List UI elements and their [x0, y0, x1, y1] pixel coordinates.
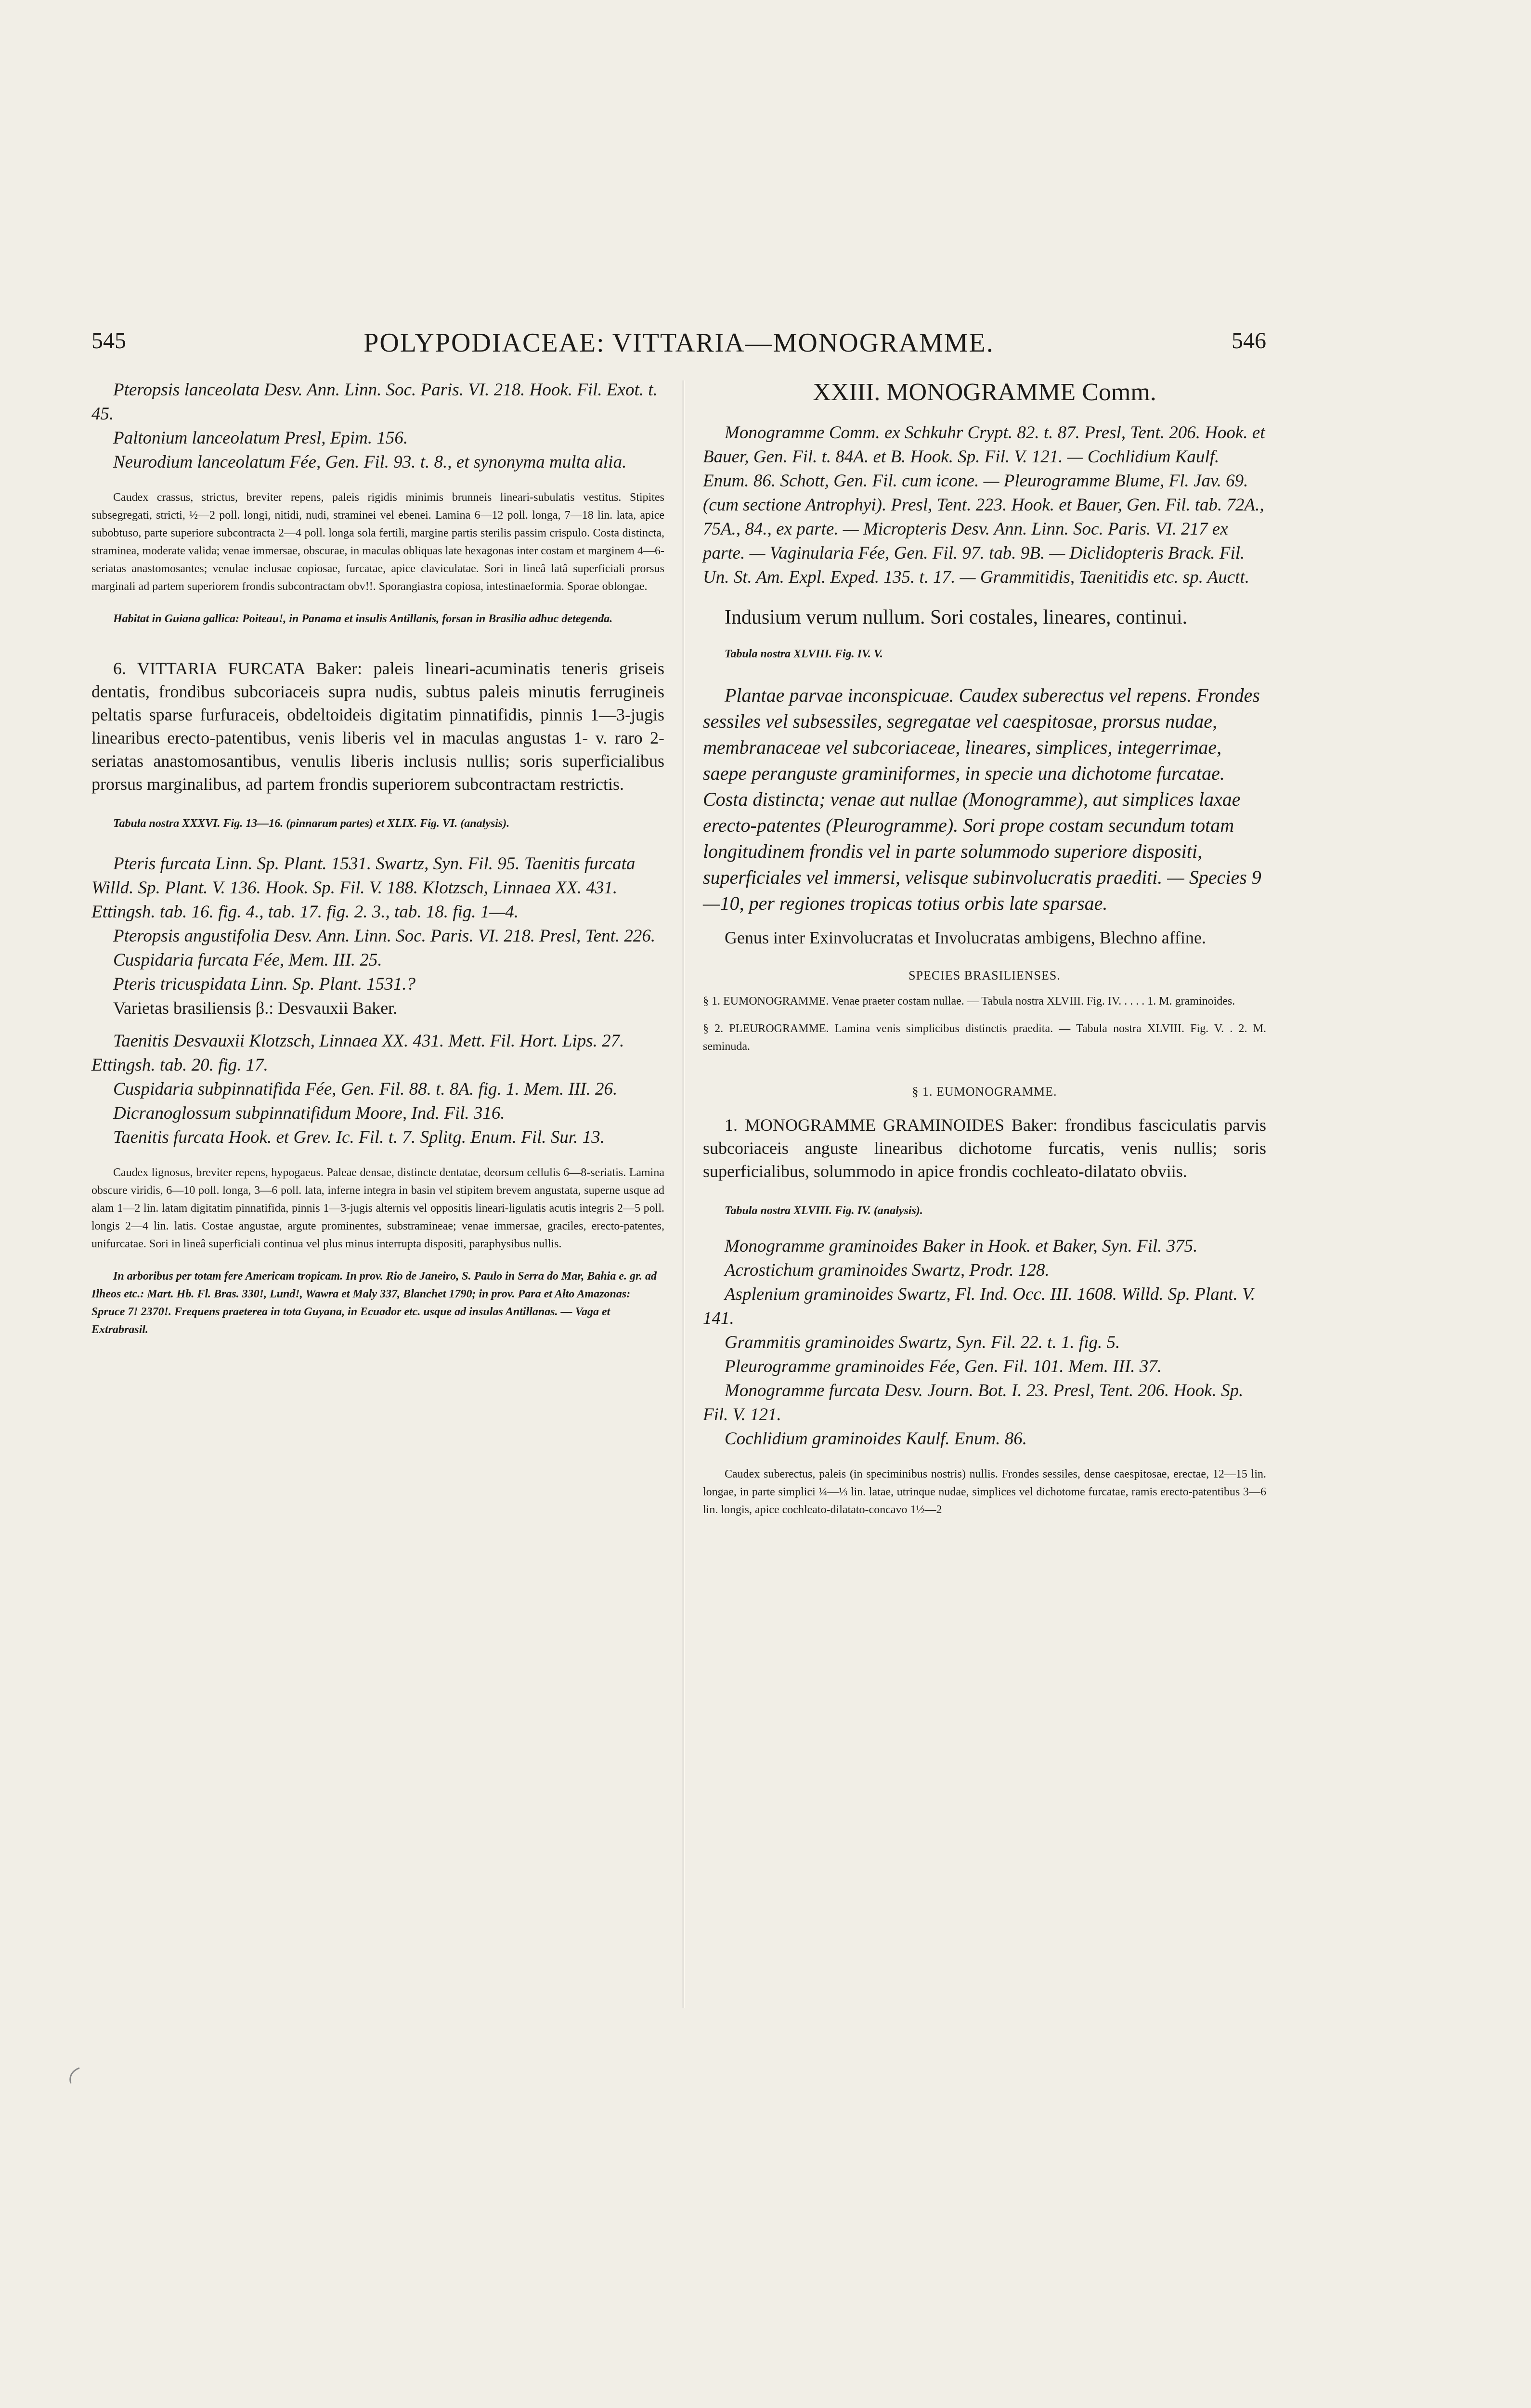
left-column — [91, 378, 664, 1339]
synonym: Cuspidaria subpinnatifida Fée, Gen. Fil. 88. t. 8A. fig. 1. Mem. III. 26. — [113, 1079, 618, 1099]
variety: Varietas brasiliensis β.: Desvauxii Baker. — [113, 998, 398, 1018]
page-header — [91, 327, 1266, 366]
species-heading: SPECIES BRASILIENSES. — [908, 968, 1061, 982]
key-entry: § 2. PLEUROGRAMME. Lamina venis simplicibus distinctis praedita. — Tabula nostra XLVIII. Fig. V. . 2. M. seminuda. — [703, 1022, 1266, 1053]
species-diagnosis: 6. VITTARIA FURCATA Baker: paleis lineari-acuminatis teneris griseis dentatis, frondibus subcoriaceis supra nudis, subtus paleis minutis ferrugineis peltatis sparse furfuraceis, obdeltoideis digitatim pinnatifidis, pinnis 1—3-jugis linearibus erecto-patentibus, venis liberis vel in maculas angustas 1- v. raro 2-seriatas anastomosantibus, venulis liberis inclusis nullis; soris superficialibus prorsus marginalibus, ad partem frondis superiorem subcontractam restrictis. — [91, 659, 664, 794]
synonym: Taenitis furcata Hook. et Grev. Ic. Fil. t. 7. Splitg. Enum. Fil. Sur. 13. — [113, 1127, 605, 1147]
synonym: Pteropsis lanceolata Desv. Ann. Linn. Soc. Paris. VI. 218. Hook. Fil. Exot. t. 45. — [91, 380, 658, 424]
synonym: Monogramme furcata Desv. Journ. Bot. I. 23. Presl, Tent. 206. Hook. Sp. Fil. V. 121. — [703, 1381, 1244, 1425]
genus-synonymy: Monogramme Comm. ex Schkuhr Crypt. 82. t. 87. Presl, Tent. 206. Hook. et Bauer, Gen. Fil. t. 84A. et B. Hook. Sp. Fil. V. 121. — Cochlidium Kaulf. Enum. 86. Schott, Gen. Fil. cum icone. — Pleurogramme Blume, Fl. Jav. 69. (cum sectione Antrophyi). Presl, Tent. 223. Hook. et Bauer, Gen. Fil. tab. 72A., 75A., 84., ex parte. — Micropteris Desv. Ann. Linn. Soc. Paris. VI. 217 ex parte. — Vaginularia Fée, Gen. Fil. 97. tab. 9B. — Diclidopteris Brack. Fil. Un. St. Am. Expl. Exped. 135. t. 17. — Grammitidis, Taenitidis etc. sp. Auctt. — [703, 423, 1265, 587]
indusium-note: Indusium verum nullum. Sori costales, lineares, continui. — [725, 606, 1188, 628]
genus-heading: XXIII. MONOGRAMME Comm. — [813, 379, 1156, 406]
synonym: Monogramme graminoides Baker in Hook. et Baker, Syn. Fil. 375. — [725, 1236, 1198, 1256]
plate-reference: Tabula nostra XLVIII. Fig. IV. (analysis). — [725, 1204, 923, 1217]
synonym: Paltonium lanceolatum Presl, Epim. 156. — [113, 428, 408, 448]
section-heading: § 1. EUMONOGRAMME. — [912, 1085, 1057, 1099]
description: Caudex crassus, strictus, breviter repens, paleis rigidis minimis brunneis lineari-subulatis vestitus. Stipites subsegregati, stricti, ½—2 poll. longi, nitidi, nudi, straminei vel ebenei. Lamina 6—12 poll. longa, 7—18 lin. lata, apice subobtuso, parte superiore subcontracta 2—4 poll. longa sola fertili, margine partis sterilis passim crispulo. Costa distincta, straminea, moderate valida; venae immersae, obscurae, in maculas obliquas late hexagonas inter costam et marginem 4—6-seriatas anastomosantes; venulae inclusae copiosae, furcatae, apice claviculatae. Sori in lineâ latâ superficiali prorsus marginali ad partem superiorem frondis subcontractam obv!!. Sporangiastra copiosa, intestinaeformia. Sporae oblongae. — [91, 491, 664, 593]
page-number-right: 546 — [1232, 328, 1266, 353]
description: Caudex suberectus, paleis (in speciminibus nostris) nullis. Frondes sessiles, dense caespitosae, erectae, 12—15 lin. longae, in parte simplici ¼—⅓ lin. latae, utrinque nudae, simplices vel dichotome furcatae, ramis erecto-patentibus 3—6 lin. longis, apice cochleato-dilatato-concavo 1½—2 — [703, 1468, 1266, 1516]
synonym: Cuspidaria furcata Fée, Mem. III. 25. — [113, 950, 382, 970]
synonym: Pteris furcata Linn. Sp. Plant. 1531. Swartz, Syn. Fil. 95. Taenitis furcata Willd. Sp. Plant. V. 136. Hook. Sp. Fil. V. 188. Klotzsch, Linnaea XX. 431. Ettingsh. tab. 16. fig. 4., tab. 17. fig. 2. 3., tab. 18. fig. 1—4. — [91, 854, 636, 922]
key-entry: § 1. EUMONOGRAMME. Venae praeter costam nullae. — Tabula nostra XLVIII. Fig. IV. . . . . 1. M. graminoides. — [703, 995, 1235, 1008]
habitat: Habitat in Guiana gallica: Poiteau!, in Panama et insulis Antillanis, forsan in Brasilia adhuc detegenda. — [113, 613, 613, 625]
genus-description: Plantae parvae inconspicuae. Caudex suberectus vel repens. Frondes sessiles vel subsessiles, segregatae vel caespitosae, prorsus nudae, membranaceae vel subcoriaceae, lineares, simplices, integerrimae, saepe peranguste graminiformes, in specie una dichotome furcatae. Costa distincta; venae aut nullae (Monogramme), aut simplices laxae erecto-patentes (Pleurogramme). Sori prope costam secundum totam longitudinem frondis vel in parte solummodo superiore dispositi, superficiales vel immersi, velisque subinvolucratis praediti. — Species 9—10, per regiones tropicas totius orbis late sparsae. — [703, 684, 1261, 914]
habitat: In arboribus per totam fere Americam tropicam. In prov. Rio de Janeiro, S. Paulo in Serra do Mar, Bahia e. gr. ad Ilheos etc.: Mart. Hb. Fl. Bras. 330!, Lund!, Wawra et Maly 337, Blanchet 1790; in prov. Para et Alto Amazonas: Spruce 7! 2370!. Frequens praeterea in tota Guyana, in Ecuador etc. usque ad insulas Antillanas. — Vaga et Extrabrasil. — [91, 1270, 657, 1336]
synonym: Neurodium lanceolatum Fée, Gen. Fil. 93. t. 8., et synonyma multa alia. — [113, 452, 627, 472]
synonym: Acrostichum graminoides Swartz, Prodr. 128. — [725, 1260, 1050, 1280]
column-divider — [683, 380, 684, 2008]
genus-note: Genus inter Exinvolucratas et Involucratas ambigens, Blechno affine. — [725, 928, 1207, 947]
running-title: POLYPODIACEAE: VITTARIA—MONOGRAMME. — [363, 328, 994, 358]
synonym: Pleurogramme graminoides Fée, Gen. Fil. 101. Mem. III. 37. — [725, 1357, 1162, 1376]
page-number-left: 545 — [91, 328, 126, 353]
synonym: Taenitis Desvauxii Klotzsch, Linnaea XX. 431. Mett. Fil. Hort. Lips. 27. Ettingsh. tab. 20. fig. 17. — [91, 1031, 624, 1075]
plate-reference: Tabula nostra XLVIII. Fig. IV. V. — [725, 648, 883, 660]
plate-reference: Tabula nostra XXXVI. Fig. 13—16. (pinnarum partes) et XLIX. Fig. VI. (analysis). — [113, 817, 510, 830]
synonym: Grammitis graminoides Swartz, Syn. Fil. 22. t. 1. fig. 5. — [725, 1333, 1120, 1352]
synonym: Pteris tricuspidata Linn. Sp. Plant. 1531.? — [113, 974, 415, 994]
description: Caudex lignosus, breviter repens, hypogaeus. Paleae densae, distincte dentatae, deorsum cellulis 6—8-seriatis. Lamina obscure viridis, 6—10 poll. longa, 3—6 poll. lata, inferne integra in basin vel stipitem brevem angustata, superne usque ad alam 1—2 lin. latam digitatim pinnatifida, pinnis 1—3-jugis alternis vel oppositis lineari-ligulatis acutis integris 2—5 poll. longis 2—4 lin. latis. Costae angustae, argute prominentes, substramineae; venae immersae, graciles, erecto-patentes, unifurcatae. Sori in lineâ superficiali continua vel plus minus interrupta dispositi, paraphysibus nullis. — [91, 1166, 664, 1250]
synonym: Asplenium graminoides Swartz, Fl. Ind. Occ. III. 1608. Willd. Sp. Plant. V. 141. — [703, 1284, 1256, 1328]
pencil-mark — [65, 2066, 84, 2085]
synonym: Dicranoglossum subpinnatifidum Moore, Ind. Fil. 316. — [113, 1103, 505, 1123]
synonym: Pteropsis angustifolia Desv. Ann. Linn. Soc. Paris. VI. 218. Presl, Tent. 226. — [113, 926, 656, 946]
species-diagnosis: 1. MONOGRAMME GRAMINOIDES Baker: frondibus fasciculatis parvis subcoriaceis anguste linearibus dichotome furcatis, venis nullis; soris superficialibus, solummodo in apice frondis cochleato-dilatato obviis. — [703, 1115, 1266, 1181]
right-column — [703, 378, 1266, 1519]
synonym: Cochlidium graminoides Kaulf. Enum. 86. — [725, 1429, 1027, 1449]
